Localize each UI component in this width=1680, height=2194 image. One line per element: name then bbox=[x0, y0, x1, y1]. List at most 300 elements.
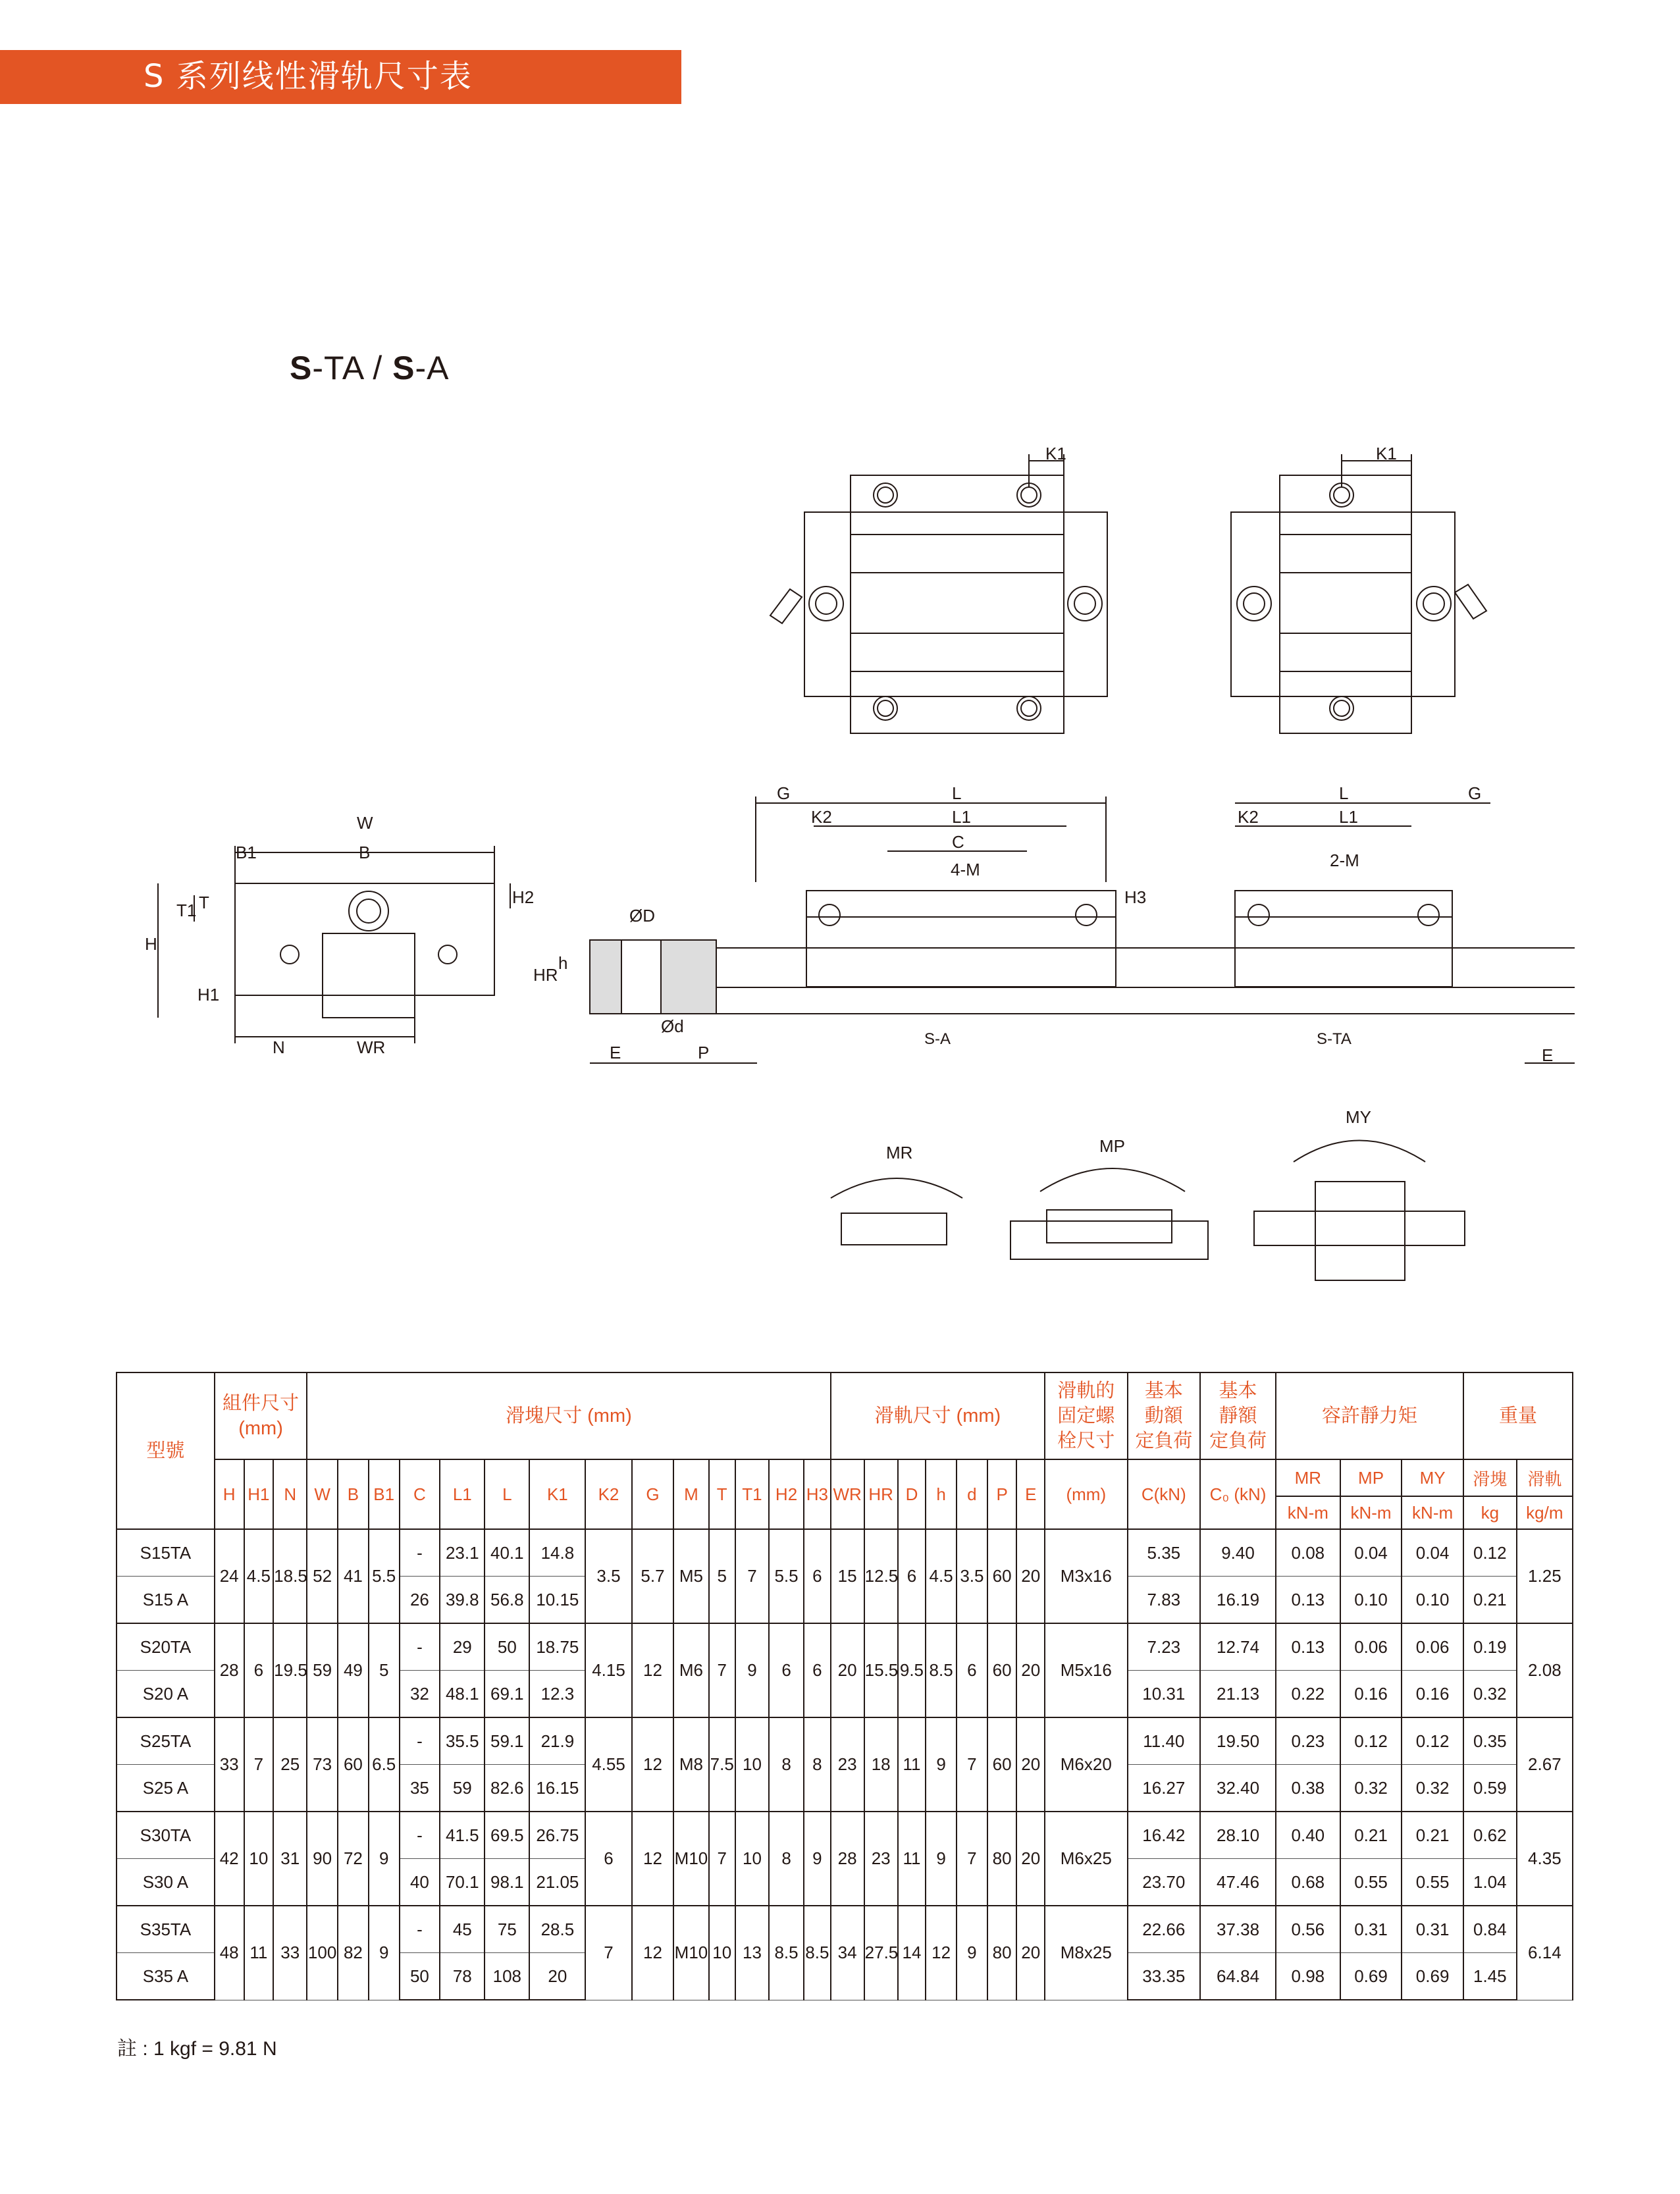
cell-WR: 28 bbox=[831, 1812, 864, 1906]
cell-W: 100 bbox=[307, 1906, 338, 2000]
cell-W: 59 bbox=[307, 1623, 338, 1717]
cell-N: 33 bbox=[273, 1906, 307, 2000]
cell-Cdyn: 7.23 bbox=[1128, 1623, 1201, 1671]
cell-L: 75 bbox=[485, 1906, 529, 1953]
cell-Cdyn: 23.70 bbox=[1128, 1859, 1201, 1906]
cell-L: 82.6 bbox=[485, 1765, 529, 1812]
cell-C: 35 bbox=[400, 1765, 440, 1812]
sub-C: C bbox=[400, 1459, 440, 1529]
cell-H1: 10 bbox=[244, 1812, 274, 1906]
cell-rail-kgm: 2.08 bbox=[1517, 1623, 1573, 1717]
cell-Cdyn: 11.40 bbox=[1128, 1717, 1201, 1765]
cell-L1: 29 bbox=[440, 1623, 485, 1671]
cell-h: 4.5 bbox=[926, 1529, 957, 1623]
sub-N: N bbox=[273, 1459, 307, 1529]
cell-kg: 1.04 bbox=[1463, 1859, 1517, 1906]
label-od-small: Ød bbox=[661, 1016, 684, 1036]
unit-knm-3: kN-m bbox=[1402, 1496, 1463, 1529]
cell-model: S15TA bbox=[117, 1529, 215, 1577]
sub-my: MY bbox=[1402, 1459, 1463, 1496]
footnote: 註 : 1 kgf = 9.81 N bbox=[117, 2038, 277, 2060]
cell-d: 7 bbox=[957, 1717, 987, 1812]
cell-MY: 0.16 bbox=[1402, 1671, 1463, 1718]
cell-model: S15 A bbox=[117, 1577, 215, 1624]
cell-E: 20 bbox=[1016, 1717, 1045, 1812]
cell-G: 12 bbox=[632, 1623, 674, 1717]
cell-MP: 0.04 bbox=[1340, 1529, 1402, 1577]
cell-K2: 3.5 bbox=[585, 1529, 631, 1623]
label-4m: 4-M bbox=[951, 860, 980, 879]
cell-h: 9 bbox=[926, 1717, 957, 1812]
cell-H: 28 bbox=[215, 1623, 244, 1717]
cell-model: S30TA bbox=[117, 1812, 215, 1859]
col-weight: 重量 bbox=[1463, 1372, 1573, 1459]
sub-T1: T1 bbox=[735, 1459, 769, 1529]
cell-W: 52 bbox=[307, 1529, 338, 1623]
cell-MR: 0.23 bbox=[1276, 1717, 1340, 1765]
cell-N: 31 bbox=[273, 1812, 307, 1906]
cell-L1: 41.5 bbox=[440, 1812, 485, 1859]
cell-C0: 47.46 bbox=[1200, 1859, 1276, 1906]
cell-H2: 8.5 bbox=[769, 1906, 804, 2000]
cell-C0: 64.84 bbox=[1200, 1953, 1276, 2000]
cell-MY: 0.21 bbox=[1402, 1812, 1463, 1859]
cell-MP: 0.31 bbox=[1340, 1906, 1402, 1953]
cell-h: 9 bbox=[926, 1812, 957, 1906]
cell-d: 3.5 bbox=[957, 1529, 987, 1623]
cell-N: 25 bbox=[273, 1717, 307, 1812]
cell-MY: 0.69 bbox=[1402, 1953, 1463, 2000]
cell-MY: 0.10 bbox=[1402, 1577, 1463, 1624]
cell-MR: 0.08 bbox=[1276, 1529, 1340, 1577]
cell-L1: 23.1 bbox=[440, 1529, 485, 1577]
cell-T1: 10 bbox=[735, 1717, 769, 1812]
col-rail: 滑軌尺寸 (mm) bbox=[831, 1372, 1045, 1459]
sub-M: M bbox=[673, 1459, 708, 1529]
cell-MR: 0.98 bbox=[1276, 1953, 1340, 2000]
label-l1-right: L1 bbox=[1339, 807, 1358, 827]
cell-K2: 4.55 bbox=[585, 1717, 631, 1812]
cell-h: 8.5 bbox=[926, 1623, 957, 1717]
cell-G: 12 bbox=[632, 1906, 674, 2000]
model-series: S bbox=[290, 350, 313, 386]
cell-WR: 15 bbox=[831, 1529, 864, 1623]
cell-C: 50 bbox=[400, 1953, 440, 2000]
sub-K2: K2 bbox=[585, 1459, 631, 1529]
cell-L: 69.5 bbox=[485, 1812, 529, 1859]
cell-model: S25 A bbox=[117, 1765, 215, 1812]
model-series-2: S bbox=[392, 350, 415, 386]
cell-M: M10 bbox=[673, 1812, 708, 1906]
sub-d: d bbox=[957, 1459, 987, 1529]
cell-kg: 0.62 bbox=[1463, 1812, 1517, 1859]
sub-L: L bbox=[485, 1459, 529, 1529]
cell-T1: 7 bbox=[735, 1529, 769, 1623]
label-h: H bbox=[145, 934, 157, 954]
label-e-right: E bbox=[1542, 1045, 1554, 1065]
sub-rail-weight: 滑軌 bbox=[1517, 1459, 1573, 1496]
cell-H2: 8 bbox=[769, 1812, 804, 1906]
cell-H2: 5.5 bbox=[769, 1529, 804, 1623]
unit-knm-2: kN-m bbox=[1340, 1496, 1402, 1529]
label-b: B bbox=[359, 843, 371, 862]
top-view-sa bbox=[770, 454, 1107, 733]
cell-P: 60 bbox=[987, 1623, 1017, 1717]
top-view-sta bbox=[1231, 454, 1486, 733]
label-l-left: L bbox=[952, 783, 962, 803]
cell-D: 11 bbox=[898, 1717, 926, 1812]
cell-MP: 0.16 bbox=[1340, 1671, 1402, 1718]
label-n: N bbox=[273, 1037, 285, 1057]
sub-HR: HR bbox=[864, 1459, 898, 1529]
cell-B: 72 bbox=[338, 1812, 369, 1906]
table-row bbox=[117, 1623, 1573, 1671]
moment-icons bbox=[831, 1141, 1465, 1281]
cell-P: 80 bbox=[987, 1812, 1017, 1906]
page-title: S 系列线性滑轨尺寸表 bbox=[144, 58, 473, 95]
cell-H1: 11 bbox=[244, 1906, 274, 2000]
cell-MR: 0.13 bbox=[1276, 1577, 1340, 1624]
cell-K1: 26.75 bbox=[529, 1812, 585, 1859]
cell-K1: 18.75 bbox=[529, 1623, 585, 1671]
cell-K1: 20 bbox=[529, 1953, 585, 2000]
model-dash-2: - bbox=[415, 350, 427, 386]
cell-D: 9.5 bbox=[898, 1623, 926, 1717]
cell-C: - bbox=[400, 1906, 440, 1953]
cell-model: S20TA bbox=[117, 1623, 215, 1671]
cell-L1: 45 bbox=[440, 1906, 485, 1953]
sub-P: P bbox=[987, 1459, 1017, 1529]
cell-H1: 6 bbox=[244, 1623, 274, 1717]
cell-T: 5 bbox=[709, 1529, 735, 1623]
cell-C: - bbox=[400, 1812, 440, 1859]
cell-C: - bbox=[400, 1717, 440, 1765]
cell-K1: 10.15 bbox=[529, 1577, 585, 1624]
sub-T: T bbox=[709, 1459, 735, 1529]
cell-K1: 21.05 bbox=[529, 1859, 585, 1906]
cell-Cdyn: 22.66 bbox=[1128, 1906, 1201, 1953]
cell-C0: 21.13 bbox=[1200, 1671, 1276, 1718]
label-w: W bbox=[357, 813, 373, 833]
cell-G: 12 bbox=[632, 1717, 674, 1812]
cell-C0: 28.10 bbox=[1200, 1812, 1276, 1859]
cell-h: 12 bbox=[926, 1906, 957, 2000]
cell-H2: 8 bbox=[769, 1717, 804, 1812]
cell-HR: 27.5 bbox=[864, 1906, 898, 2000]
cell-MR: 0.38 bbox=[1276, 1765, 1340, 1812]
cell-D: 6 bbox=[898, 1529, 926, 1623]
cell-H: 48 bbox=[215, 1906, 244, 2000]
cell-L1: 48.1 bbox=[440, 1671, 485, 1718]
cell-kg: 0.12 bbox=[1463, 1529, 1517, 1577]
cell-MP: 0.55 bbox=[1340, 1859, 1402, 1906]
cell-HR: 23 bbox=[864, 1812, 898, 1906]
cell-W: 90 bbox=[307, 1812, 338, 1906]
cell-B: 49 bbox=[338, 1623, 369, 1717]
cell-L: 56.8 bbox=[485, 1577, 529, 1624]
sub-B: B bbox=[338, 1459, 369, 1529]
label-h2: H2 bbox=[512, 887, 535, 907]
sub-H1: H1 bbox=[244, 1459, 274, 1529]
cell-WR: 34 bbox=[831, 1906, 864, 2000]
unit-kg: kg bbox=[1463, 1496, 1517, 1529]
sub-H: H bbox=[215, 1459, 244, 1529]
cell-H: 33 bbox=[215, 1717, 244, 1812]
cell-C: 40 bbox=[400, 1859, 440, 1906]
cell-MY: 0.06 bbox=[1402, 1623, 1463, 1671]
label-h3: H3 bbox=[1124, 887, 1147, 907]
label-k1-sa: K1 bbox=[1045, 444, 1066, 463]
cell-L1: 35.5 bbox=[440, 1717, 485, 1765]
cell-K1: 16.15 bbox=[529, 1765, 585, 1812]
cell-P: 60 bbox=[987, 1717, 1017, 1812]
cell-B1: 9 bbox=[369, 1906, 400, 2000]
sub-mp: MP bbox=[1340, 1459, 1402, 1496]
cell-kg: 0.84 bbox=[1463, 1906, 1517, 1953]
label-wr: WR bbox=[357, 1037, 386, 1057]
cell-T: 7.5 bbox=[709, 1717, 735, 1812]
col-moment: 容許靜力矩 bbox=[1276, 1372, 1463, 1459]
label-t: T bbox=[199, 893, 209, 912]
cell-T: 7 bbox=[709, 1812, 735, 1906]
cell-Cdyn: 5.35 bbox=[1128, 1529, 1201, 1577]
cell-H1: 4.5 bbox=[244, 1529, 274, 1623]
cell-B: 60 bbox=[338, 1717, 369, 1812]
cell-bolt: M8x25 bbox=[1045, 1906, 1127, 2000]
model-dash: - bbox=[312, 350, 325, 386]
col-bolt: 滑軌的 固定螺 栓尺寸 bbox=[1045, 1372, 1127, 1459]
cell-rail-kgm: 6.14 bbox=[1517, 1906, 1573, 2000]
cell-C0: 9.40 bbox=[1200, 1529, 1276, 1577]
cell-T: 7 bbox=[709, 1623, 735, 1717]
cell-E: 20 bbox=[1016, 1529, 1045, 1623]
cell-D: 11 bbox=[898, 1812, 926, 1906]
cell-rail-kgm: 4.35 bbox=[1517, 1812, 1573, 1906]
cell-HR: 18 bbox=[864, 1717, 898, 1812]
cell-kg: 0.59 bbox=[1463, 1765, 1517, 1812]
cell-H3: 9 bbox=[804, 1812, 831, 1906]
label-t1: T1 bbox=[176, 901, 197, 920]
cell-G: 12 bbox=[632, 1812, 674, 1906]
cell-L: 98.1 bbox=[485, 1859, 529, 1906]
cell-H: 42 bbox=[215, 1812, 244, 1906]
sub-D: D bbox=[898, 1459, 926, 1529]
cell-L1: 70.1 bbox=[440, 1859, 485, 1906]
col-model: 型號 bbox=[117, 1372, 215, 1529]
sub-mr: MR bbox=[1276, 1459, 1340, 1496]
cell-E: 20 bbox=[1016, 1812, 1045, 1906]
cell-kg: 0.21 bbox=[1463, 1577, 1517, 1624]
label-hr: HR bbox=[533, 965, 558, 985]
sub-WR: WR bbox=[831, 1459, 864, 1529]
label-l1-left: L1 bbox=[952, 807, 971, 827]
cell-H: 24 bbox=[215, 1529, 244, 1623]
cell-L: 69.1 bbox=[485, 1671, 529, 1718]
label-mp: MP bbox=[1099, 1136, 1125, 1156]
label-my: MY bbox=[1346, 1107, 1371, 1127]
label-p: P bbox=[698, 1043, 710, 1062]
cell-L1: 39.8 bbox=[440, 1577, 485, 1624]
cell-Cdyn: 7.83 bbox=[1128, 1577, 1201, 1624]
cell-C0: 32.40 bbox=[1200, 1765, 1276, 1812]
cell-L: 108 bbox=[485, 1953, 529, 2000]
cell-B: 82 bbox=[338, 1906, 369, 2000]
cell-WR: 23 bbox=[831, 1717, 864, 1812]
cell-MY: 0.12 bbox=[1402, 1717, 1463, 1765]
cell-d: 7 bbox=[957, 1812, 987, 1906]
cell-T: 10 bbox=[709, 1906, 735, 2000]
cell-H2: 6 bbox=[769, 1623, 804, 1717]
unit-knm-1: kN-m bbox=[1276, 1496, 1340, 1529]
cell-C: - bbox=[400, 1529, 440, 1577]
label-h1: H1 bbox=[197, 985, 220, 1005]
sub-c0-unit: C₀ (kN) bbox=[1200, 1459, 1276, 1529]
cell-d: 9 bbox=[957, 1906, 987, 2000]
sub-W: W bbox=[307, 1459, 338, 1529]
sub-c-unit: C(kN) bbox=[1128, 1459, 1201, 1529]
cell-E: 20 bbox=[1016, 1906, 1045, 2000]
col-assembly: 組件尺寸 (mm) bbox=[215, 1372, 307, 1459]
cell-bolt: M6x20 bbox=[1045, 1717, 1127, 1812]
cell-kg: 0.32 bbox=[1463, 1671, 1517, 1718]
cell-T1: 10 bbox=[735, 1812, 769, 1906]
model-slash: / bbox=[363, 350, 393, 386]
sub-block-weight: 滑塊 bbox=[1463, 1459, 1517, 1496]
sub-E: E bbox=[1016, 1459, 1045, 1529]
cell-MP: 0.21 bbox=[1340, 1812, 1402, 1859]
cell-MR: 0.56 bbox=[1276, 1906, 1340, 1953]
cell-L1: 59 bbox=[440, 1765, 485, 1812]
cell-MR: 0.68 bbox=[1276, 1859, 1340, 1906]
label-g-left: G bbox=[777, 783, 791, 803]
cell-N: 19.5 bbox=[273, 1623, 307, 1717]
label-h-small: h bbox=[558, 953, 568, 973]
cell-K1: 12.3 bbox=[529, 1671, 585, 1718]
cell-L: 50 bbox=[485, 1623, 529, 1671]
cell-K1: 28.5 bbox=[529, 1906, 585, 1953]
cell-T1: 13 bbox=[735, 1906, 769, 2000]
cell-model: S20 A bbox=[117, 1671, 215, 1718]
cell-B1: 9 bbox=[369, 1812, 400, 1906]
cell-H3: 6 bbox=[804, 1623, 831, 1717]
cell-L: 59.1 bbox=[485, 1717, 529, 1765]
cell-Cdyn: 33.35 bbox=[1128, 1953, 1201, 2000]
cell-D: 14 bbox=[898, 1906, 926, 2000]
label-mr: MR bbox=[886, 1143, 913, 1162]
cell-model: S35 A bbox=[117, 1953, 215, 2000]
cell-E: 20 bbox=[1016, 1623, 1045, 1717]
spec-table bbox=[116, 1372, 1573, 2000]
cell-Cdyn: 16.42 bbox=[1128, 1812, 1201, 1859]
cell-model: S30 A bbox=[117, 1859, 215, 1906]
cell-MY: 0.55 bbox=[1402, 1859, 1463, 1906]
cell-G: 5.7 bbox=[632, 1529, 674, 1623]
label-e-left: E bbox=[610, 1043, 621, 1062]
cell-K2: 4.15 bbox=[585, 1623, 631, 1717]
cell-kg: 0.19 bbox=[1463, 1623, 1517, 1671]
cell-C: 32 bbox=[400, 1671, 440, 1718]
cell-Cdyn: 16.27 bbox=[1128, 1765, 1201, 1812]
sub-G: G bbox=[632, 1459, 674, 1529]
cell-H1: 7 bbox=[244, 1717, 274, 1812]
model-a: A bbox=[427, 350, 450, 386]
sub-H2: H2 bbox=[769, 1459, 804, 1529]
cell-kg: 0.35 bbox=[1463, 1717, 1517, 1765]
cell-MR: 0.13 bbox=[1276, 1623, 1340, 1671]
cell-HR: 15.5 bbox=[864, 1623, 898, 1717]
label-b1: B1 bbox=[236, 843, 257, 862]
cell-MP: 0.06 bbox=[1340, 1623, 1402, 1671]
cell-M: M10 bbox=[673, 1906, 708, 2000]
cell-P: 80 bbox=[987, 1906, 1017, 2000]
cell-C: 26 bbox=[400, 1577, 440, 1624]
cell-model: S25TA bbox=[117, 1717, 215, 1765]
col-block: 滑塊尺寸 (mm) bbox=[307, 1372, 830, 1459]
col-static: 基本 靜額 定負荷 bbox=[1200, 1372, 1276, 1459]
label-c: C bbox=[952, 832, 964, 852]
cell-bolt: M6x25 bbox=[1045, 1812, 1127, 1906]
cell-MY: 0.31 bbox=[1402, 1906, 1463, 1953]
cell-WR: 20 bbox=[831, 1623, 864, 1717]
cell-K2: 7 bbox=[585, 1906, 631, 2000]
cell-L1: 78 bbox=[440, 1953, 485, 2000]
cell-d: 6 bbox=[957, 1623, 987, 1717]
cell-HR: 12.5 bbox=[864, 1529, 898, 1623]
cell-B1: 6.5 bbox=[369, 1717, 400, 1812]
cell-MP: 0.12 bbox=[1340, 1717, 1402, 1765]
cell-C0: 16.19 bbox=[1200, 1577, 1276, 1624]
cell-L: 40.1 bbox=[485, 1529, 529, 1577]
label-k2-left: K2 bbox=[811, 807, 832, 827]
cell-MP: 0.10 bbox=[1340, 1577, 1402, 1624]
label-od-big: ØD bbox=[629, 906, 655, 926]
front-section-view bbox=[158, 846, 510, 1043]
label-k2-right: K2 bbox=[1238, 807, 1259, 827]
cell-H3: 8.5 bbox=[804, 1906, 831, 2000]
cell-C0: 37.38 bbox=[1200, 1906, 1276, 1953]
sub-h: h bbox=[926, 1459, 957, 1529]
spec-table-body bbox=[117, 1529, 1573, 2000]
cell-MY: 0.32 bbox=[1402, 1765, 1463, 1812]
label-2m: 2-M bbox=[1330, 850, 1359, 870]
cell-kg: 1.45 bbox=[1463, 1953, 1517, 2000]
sub-K1: K1 bbox=[529, 1459, 585, 1529]
cell-K2: 6 bbox=[585, 1812, 631, 1906]
model-ta: TA bbox=[324, 350, 363, 386]
cell-B: 41 bbox=[338, 1529, 369, 1623]
table-row bbox=[117, 1812, 1573, 1859]
label-sa: S-A bbox=[924, 1030, 951, 1048]
cell-C0: 12.74 bbox=[1200, 1623, 1276, 1671]
cell-C0: 19.50 bbox=[1200, 1717, 1276, 1765]
cell-MR: 0.22 bbox=[1276, 1671, 1340, 1718]
cell-H3: 8 bbox=[804, 1717, 831, 1812]
unit-kgm: kg/m bbox=[1517, 1496, 1573, 1529]
cell-K1: 14.8 bbox=[529, 1529, 585, 1577]
cell-N: 18.5 bbox=[273, 1529, 307, 1623]
sub-L1: L1 bbox=[440, 1459, 485, 1529]
cell-Cdyn: 10.31 bbox=[1128, 1671, 1201, 1718]
cell-K1: 21.9 bbox=[529, 1717, 585, 1765]
cell-MR: 0.40 bbox=[1276, 1812, 1340, 1859]
sub-B1: B1 bbox=[369, 1459, 400, 1529]
cell-H3: 6 bbox=[804, 1529, 831, 1623]
cell-MP: 0.32 bbox=[1340, 1765, 1402, 1812]
col-dynamic: 基本 動額 定負荷 bbox=[1128, 1372, 1201, 1459]
cell-MY: 0.04 bbox=[1402, 1529, 1463, 1577]
cell-W: 73 bbox=[307, 1717, 338, 1812]
cell-bolt: M5x16 bbox=[1045, 1623, 1127, 1717]
